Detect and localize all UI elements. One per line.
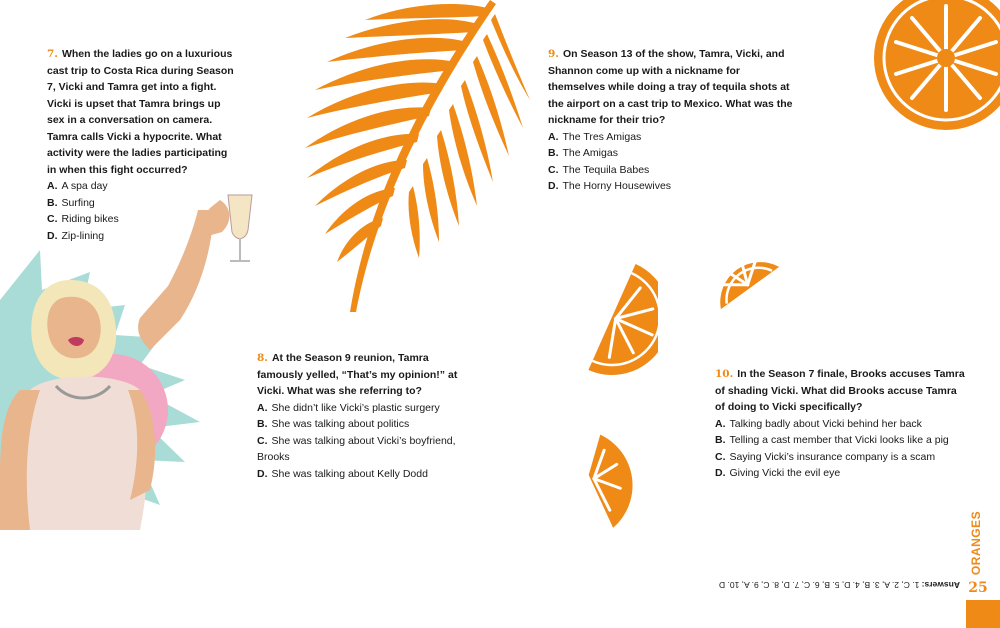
option-text: Telling a cast member that Vicki looks like a pig: [729, 434, 949, 446]
option-text: She was talking about Vicki’s boyfriend, Brooks: [257, 434, 456, 463]
orange-wedge-illustration: [710, 240, 790, 335]
option-text: Giving Vicki the evil eye: [729, 467, 841, 479]
answer-option-b: [47, 195, 237, 212]
option-text: She was talking about politics: [271, 418, 410, 430]
orange-slice-full-illustration: [868, 0, 1000, 140]
answer-key-values: 1. C, 2. A, 3. B, 4. D, 5. B, 6. C, 7. D, 8. C, 9. A, 10. D: [719, 580, 920, 590]
page-corner-bar: [966, 600, 1000, 628]
answer-option-d: [47, 228, 237, 245]
answer-option-a: [47, 178, 237, 195]
question-8: [257, 350, 462, 482]
answer-option-a: [548, 129, 793, 146]
answer-option-d: [548, 178, 793, 195]
option-letter: D.: [548, 180, 559, 192]
option-text: The Tequila Babes: [562, 163, 650, 176]
question-10: [715, 366, 965, 482]
question-7: [47, 46, 237, 244]
answer-option-c: [257, 433, 462, 466]
question-prompt: When the ladies go on a luxurious cast trip to Costa Rica during Season 7, Vicki and Tamra get into a fight. Vicki is upset that Tamra brings up sex in a conversation on camera. Tamra calls Vicki a hypocrite. What activity were the ladies participating in when this fight occurred?: [47, 48, 234, 176]
option-letter: B.: [257, 418, 268, 430]
option-letter: C.: [715, 450, 726, 463]
page-number: 25: [968, 580, 988, 596]
question-number: 7.: [47, 48, 58, 60]
answer-option-a: [715, 416, 965, 433]
answer-option-a: [257, 400, 462, 417]
answer-option-c: [548, 162, 793, 179]
answer-key-text: [719, 580, 960, 590]
answer-option-d: [257, 466, 462, 483]
answer-option-c: [715, 449, 965, 466]
option-letter: B.: [548, 147, 559, 159]
answer-option-b: [257, 416, 462, 433]
option-letter: B.: [47, 196, 58, 209]
option-text: She didn’t like Vicki’s plastic surgery: [271, 401, 440, 414]
option-text: Saying Vicki’s insurance company is a scam: [729, 450, 936, 463]
answer-option-d: [715, 465, 965, 482]
option-letter: A.: [548, 130, 559, 143]
question-8-text: [257, 350, 462, 400]
option-text: The Tres Amigas: [562, 130, 642, 143]
answer-option-b: [548, 145, 793, 162]
question-number: 10.: [715, 368, 734, 380]
option-letter: D.: [47, 229, 58, 242]
question-10-text: [715, 366, 965, 416]
question-7-text: [47, 46, 237, 178]
option-text: A spa day: [61, 180, 108, 192]
orange-wedge-illustration: [566, 428, 646, 533]
option-text: The Amigas: [562, 147, 618, 159]
answer-option-b: [715, 432, 965, 449]
answer-option-c: [47, 211, 237, 228]
option-letter: A.: [257, 401, 268, 414]
question-number: 8.: [257, 352, 268, 364]
option-letter: D.: [715, 467, 726, 479]
question-9-text: [548, 46, 793, 129]
option-text: Talking badly about Vicki behind her back: [729, 417, 922, 430]
option-letter: C.: [47, 213, 58, 225]
option-text: Surfing: [61, 196, 95, 209]
option-text: Zip-lining: [61, 229, 105, 242]
answer-key-label: Answers:: [921, 580, 960, 590]
option-text: The Horny Housewives: [562, 180, 672, 192]
option-text: Riding bikes: [61, 213, 119, 225]
option-letter: C.: [257, 434, 268, 447]
option-letter: B.: [715, 434, 726, 446]
option-letter: A.: [715, 417, 726, 430]
option-text: She was talking about Kelly Dodd: [271, 467, 428, 480]
question-prompt: In the Season 7 finale, Brooks accuses Tamra of shading Vicki. What did Brooks accuse Tamra of doing to Vicki specifically?: [715, 368, 965, 413]
chapter-title: ORANGES: [969, 510, 983, 576]
question-prompt: On Season 13 of the show, Tamra, Vicki, and Shannon come up with a nickname for themselves while doing a tray of tequila shots at the airport on a cast trip to Mexico. What was the nickname for their trio?: [548, 48, 793, 126]
question-number: 9.: [548, 48, 559, 60]
answer-key: [690, 568, 960, 608]
palm-leaf-illustration: [255, 0, 545, 315]
option-letter: C.: [548, 163, 559, 176]
orange-wedge-illustration: [566, 255, 658, 380]
question-prompt: At the Season 9 reunion, Tamra famously yelled, “That’s my opinion!” at Vicki. What was she referring to?: [257, 352, 458, 397]
question-9: [548, 46, 793, 195]
option-letter: D.: [257, 467, 268, 480]
option-letter: A.: [47, 180, 58, 192]
